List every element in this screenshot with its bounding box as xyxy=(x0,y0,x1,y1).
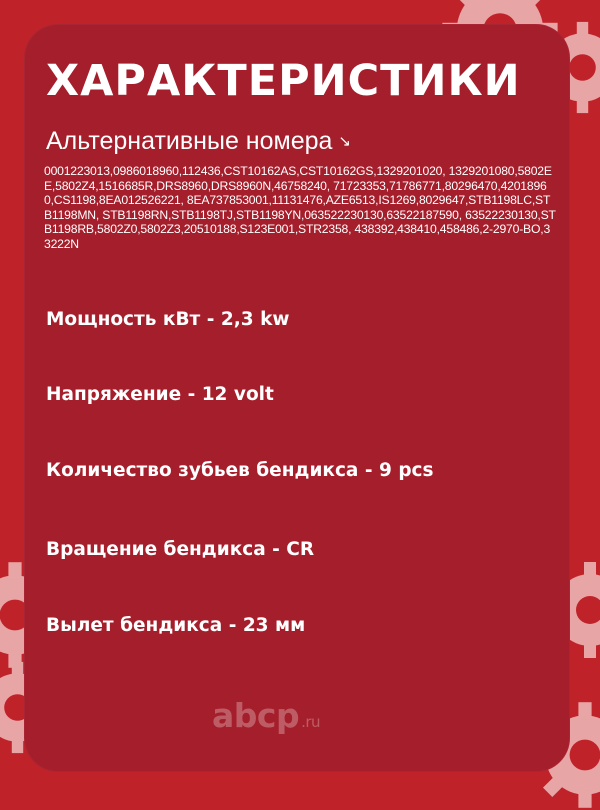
spec-label: Вылет бендикса xyxy=(46,615,222,636)
alt-numbers-heading xyxy=(46,127,351,156)
page-title: ХАРАКТЕРИСТИКИ xyxy=(46,56,521,106)
spec-rotation: Вращение бендикса - CR xyxy=(46,539,314,560)
spec-power: Мощность кВт - 2,3 kw xyxy=(46,309,289,330)
spec-label: Напряжение xyxy=(46,384,181,405)
alt-numbers-heading-text: Альтернативные номера xyxy=(46,127,332,155)
spec-voltage: Напряжение - 12 volt xyxy=(46,384,274,405)
spec-label: Мощность кВт xyxy=(46,309,200,330)
abcp-logo xyxy=(212,696,320,735)
spec-label: Количество зубьев бендикса xyxy=(46,460,358,481)
spec-value: 9 xyxy=(379,460,392,481)
spec-unit: pcs xyxy=(398,460,433,481)
spec-value: CR xyxy=(286,539,314,560)
arrow-down-right-icon: ↘ xyxy=(338,133,351,150)
specs-panel xyxy=(24,24,570,772)
spec-unit: volt xyxy=(234,384,274,405)
logo-tld: .ru xyxy=(301,713,320,731)
spec-teeth: Количество зубьев бендикса - 9 pcs xyxy=(46,460,434,481)
spec-overhang: Вылет бендикса - 23 мм xyxy=(46,615,305,636)
spec-value: 2,3 xyxy=(221,309,254,330)
alt-numbers-list: 0001223013,0986018960,112436,CST10162AS,CST10162GS,1329201020, 1329201080,5802EE,5802Z4,1516685R,DRS8960,DRS8960N,46758240, 71723353,71786771,80296470,42018960,CS1198,8EA012526221, 8EA737853001,11131476,AZE6513,IS1269,8029647,STB1198LC,STB1198MN, STB1198RN,STB1198TJ,STB1198YN,063522230130,63522187590, 63522230130,STB1198RB,5802Z0,5802Z3,20510188,S123E001,STR2358, 438392,438410,458486,2-2970-BO,33222N xyxy=(44,164,556,252)
spec-label: Вращение бендикса xyxy=(46,539,266,560)
logo-name: abcp xyxy=(212,696,299,735)
spec-value: 12 xyxy=(202,384,228,405)
spec-value: 23 xyxy=(243,615,269,636)
spec-unit: kw xyxy=(260,309,289,330)
spec-unit: мм xyxy=(275,615,305,636)
